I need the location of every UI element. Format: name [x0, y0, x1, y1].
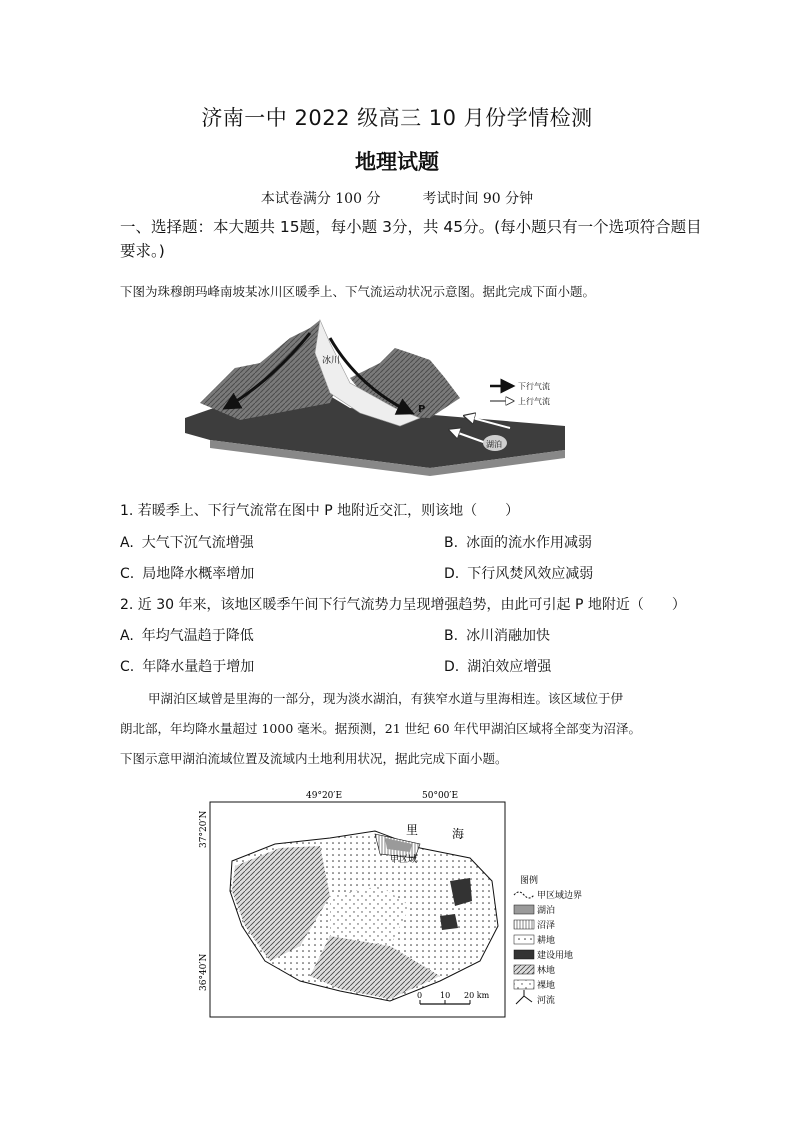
q2-option-a — [120, 625, 254, 645]
section-heading: 一、选择题：本大题共 15题，每小题 3分，共 45分。(每小题只有一个选项符合题目要求。) — [120, 218, 702, 260]
lake-swatch — [514, 905, 534, 914]
q2-option-c — [120, 656, 254, 676]
glacier-label: 冰川 — [322, 356, 341, 366]
lon-label-1: 49°20′E — [306, 791, 343, 801]
group2-intro-line-1: 甲湖泊区域曾是里海的一部分，现为淡水湖泊，有狭窄水道与里海相连。该区域位于伊 — [148, 691, 624, 706]
q1-option-a-label: A. — [120, 535, 134, 551]
q1-option-b-text: 冰面的流水作用减弱 — [466, 535, 593, 551]
legend-river-item — [516, 990, 555, 1006]
q1-option-d-label: D. — [444, 566, 460, 582]
lat-label-1: 37°20′N — [199, 810, 209, 848]
built-swatch — [514, 950, 534, 959]
legend-bare-text: 裸地 — [537, 981, 556, 991]
question-1-stem: 1. 若暖季上、下行气流常在图中 P 地附近交汇，则该地（ ） — [120, 503, 520, 519]
q2-option-b-text: 冰川消融加快 — [466, 628, 551, 644]
q2-option-d-label: D. — [444, 659, 460, 675]
q1-option-d-text: 下行风焚风效应减弱 — [467, 566, 594, 582]
lat-label-2: 36°40′N — [199, 953, 209, 991]
built-zone-2 — [440, 914, 458, 930]
q1-option-c — [120, 563, 254, 583]
q2-option-c-text: 年降水量趋于增加 — [142, 659, 255, 675]
legend-built-text: 建设用地 — [537, 951, 574, 961]
lon-label-2: 50°00′E — [422, 791, 459, 801]
sea-label-2: 海 — [452, 827, 465, 841]
land-use-map-figure — [180, 786, 600, 1026]
legend-forest-text: 林地 — [537, 966, 556, 976]
legend-up-label: 上行气流 — [518, 397, 550, 406]
q1-option-c-label: C. — [120, 566, 135, 582]
q2-option-c-label: C. — [120, 659, 135, 675]
sea-label-1: 里 — [406, 823, 419, 837]
q1-option-b — [444, 532, 592, 552]
legend-marsh-text: 沼泽 — [537, 921, 556, 931]
group1-intro: 下图为珠穆朗玛峰南坡某冰川区暖季上、下气流运动状况示意图。据此完成下面小题。 — [120, 284, 596, 299]
group2-intro-line-2: 朗北部，年均降水量超过 1000 毫米。据预测，21 世纪 60 年代甲湖泊区域将全部变为沼泽。 — [120, 721, 641, 736]
point-p-label: P — [418, 404, 426, 415]
legend-river-text: 河流 — [537, 996, 556, 1006]
q2-option-a-label: A. — [120, 628, 134, 644]
scale-label-0: 0 — [417, 991, 423, 1000]
question-2-stem: 2. 近 30 年来，该地区暖季午间下行气流势力呈现增强趋势，由此可引起 P 地附近（ ） — [120, 597, 686, 613]
q2-option-b-label: B. — [444, 628, 459, 644]
farmland-swatch — [514, 935, 534, 944]
bare-swatch — [514, 980, 534, 989]
legend-title: 图例 — [520, 876, 539, 886]
subject-title: 地理试题 — [355, 150, 439, 174]
exam-info — [0, 188, 794, 208]
legend-boundary-item — [514, 889, 582, 901]
boundary-icon — [514, 892, 534, 898]
legend-marsh-item — [514, 920, 555, 931]
forest-swatch — [514, 965, 534, 974]
lake-label: 湖泊 — [486, 440, 502, 449]
legend-built-item — [514, 949, 573, 961]
q2-option-d-text: 湖泊效应增强 — [467, 659, 552, 675]
exam-title: 济南一中 2022 级高三 10 月份学情检测 — [201, 106, 593, 130]
q2-option-d — [444, 656, 551, 676]
legend-lake-item — [514, 904, 555, 916]
river-icon — [516, 990, 532, 1004]
group2-intro-line-3: 下图示意甲湖泊流域位置及流域内土地利用状况，据此完成下面小题。 — [120, 751, 508, 766]
legend-farmland-text: 耕地 — [537, 936, 556, 946]
q2-option-b — [444, 625, 550, 645]
marsh-swatch — [514, 920, 534, 929]
score-info: 本试卷满分 100 分 — [260, 191, 381, 207]
legend-bare-item — [514, 979, 555, 991]
q1-option-a — [120, 532, 254, 552]
scale-label-10: 10 — [440, 991, 451, 1000]
q2-option-a-text: 年均气温趋于降低 — [141, 628, 254, 644]
time-info: 考试时间 90 分钟 — [422, 191, 534, 207]
q1-option-d — [444, 563, 593, 583]
glacier-airflow-figure — [180, 308, 580, 478]
q1-option-a-text: 大气下沉气流增强 — [141, 535, 254, 551]
legend-forest-item — [514, 964, 555, 976]
legend-lake-text: 湖泊 — [537, 906, 556, 916]
legend-boundary-text: 甲区域边界 — [537, 891, 583, 901]
legend-farmland-item — [514, 934, 555, 946]
q1-option-c-text: 局地降水概率增加 — [142, 566, 255, 582]
scale-label-20: 20 km — [464, 991, 490, 1000]
q1-option-b-label: B. — [444, 535, 459, 551]
legend-down-label: 下行气流 — [518, 382, 550, 391]
area-label: 甲区域 — [390, 855, 418, 865]
